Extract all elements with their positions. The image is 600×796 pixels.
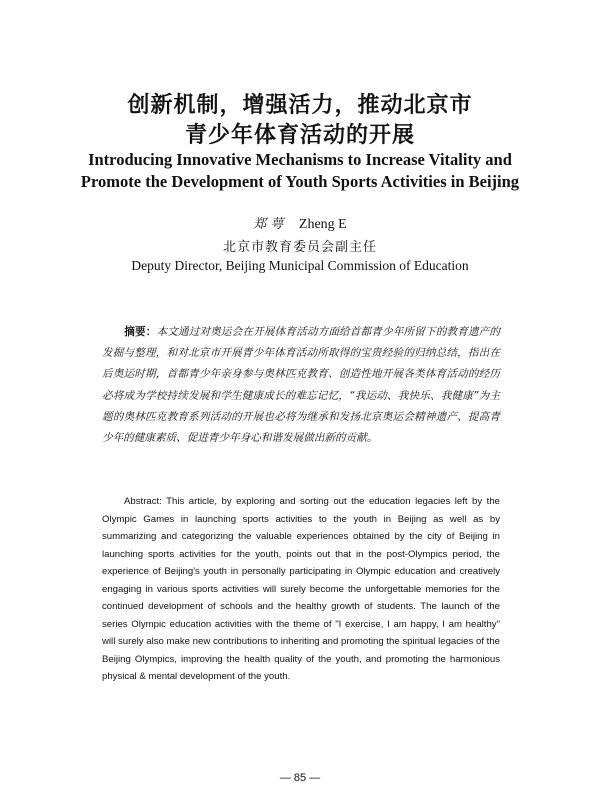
abstract-chinese-text: 本文通过对奥运会在开展体育活动方面给首都青少年所留下的教育遗产的发掘与整理，和对北京市开展青少年体育活动所取得的宝贵经验的归纳总结，指出在后奥运时期，首都青少年亲身参与奥林匹克教育、创造性地开展各类体育活动的经历必将成为学校持续发展和学生健康成长的难忘记忆，“我运动、我快乐、我健康”为主题的奥林匹克教育系列活动的开展也必将为继承和发扬北京奥运会精神遗产、提高青少年的健康素质、促进青少年身心和谐发展做出新的贡献。 <box>102 326 501 445</box>
abstract-chinese <box>102 322 500 449</box>
abstract-chinese-label: 摘要： <box>124 326 157 338</box>
title-chinese-line-1: 创新机制，增强活力，推动北京市 <box>127 92 473 118</box>
title-english-line-1: Introducing Innovative Mechanisms to Increase Vitality and <box>88 150 512 169</box>
affiliation-chinese: 北京市教育委员会副主任 <box>222 240 377 255</box>
abstract-english <box>102 493 500 686</box>
author-name-chinese: 郑 萼 <box>253 217 284 232</box>
affiliation-english: Deputy Director, Beijing Municipal Commission of Education <box>131 258 469 273</box>
title-chinese-line-2: 青少年体育活动的开展 <box>184 122 415 148</box>
abstract-english-text: This article, by exploring and sorting out the education legacies left by the Olympic Games in launching sports activities to the youth in Beijing as well as by summarizing and categorizing the valuable experiences obtained by the city of Beijing in launching sports activities for the youth, points out that in the post-Olympics period, the experience of Beijing's youth in personally participating in Olympic education and creatively engaging in various sports activities will surely become the unforgettable memories for the continued development of schools and the healthy growth of students. The launch of the series Olympic education activities with the theme of "I exercise, I am happy, I am healthy" will surely also make new contributions to inheriting and promoting the spiritual legacies of the Beijing Olympics, improving the health quality of the youth, and promoting the harmonious physical & mental development of the youth. <box>102 496 500 682</box>
title-english-line-2: Promote the Development of Youth Sports Activities in Beijing <box>80 172 520 191</box>
author-line <box>0 213 600 233</box>
page-number: — 85 — <box>279 772 321 784</box>
abstract-english-label: Abstract: <box>124 496 162 507</box>
author-name-english: Zheng E <box>298 217 347 232</box>
